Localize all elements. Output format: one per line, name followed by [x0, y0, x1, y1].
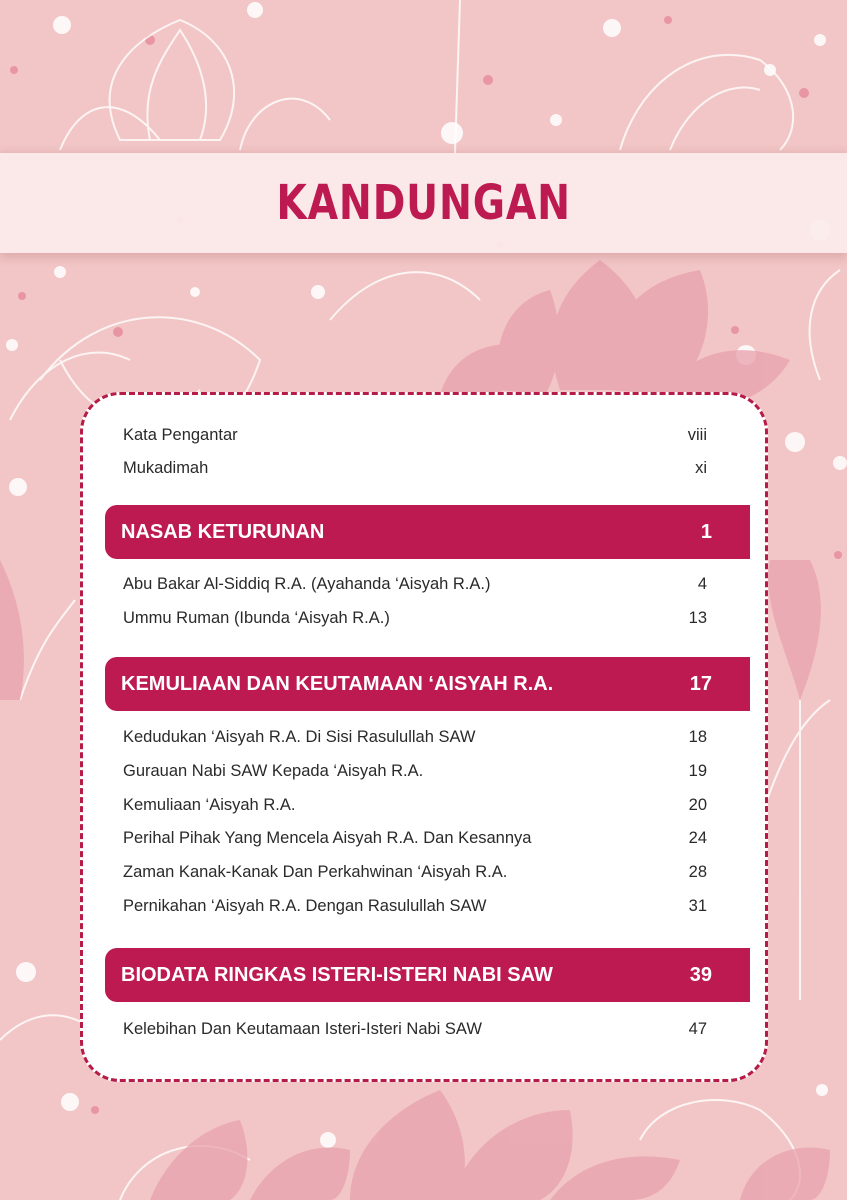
toc-entry-label: Perihal Pihak Yang Mencela Aisyah R.A. Dan Kesannya: [123, 828, 532, 847]
toc-entry[interactable]: [123, 606, 707, 630]
toc-entry-page: 13: [688, 608, 707, 627]
toc-entry-label: Gurauan Nabi SAW Kepada ‘Aisyah R.A.: [123, 761, 424, 780]
section-page: 39: [689, 963, 712, 986]
toc-entry-label: Pernikahan ‘Aisyah R.A. Dengan Rasulullah SAW: [123, 896, 487, 915]
page-title: KANDUNGAN: [276, 175, 571, 231]
toc-entry[interactable]: [123, 894, 707, 918]
section-title: BIODATA RINGKAS ISTERI-ISTERI NABI SAW: [121, 963, 553, 986]
toc-entry[interactable]: [123, 725, 707, 749]
toc-entry[interactable]: [123, 423, 707, 447]
toc-card: [80, 392, 768, 1082]
toc-entry-page: 18: [688, 727, 707, 746]
toc-entry-page: viii: [687, 425, 707, 444]
toc-entry[interactable]: [123, 572, 707, 596]
section-title: KEMULIAAN DAN KEUTAMAAN ‘AISYAH R.A.: [121, 672, 554, 695]
toc-entry-label: Kelebihan Dan Keutamaan Isteri-Isteri Nabi SAW: [123, 1019, 482, 1038]
toc-entry[interactable]: [123, 759, 707, 783]
toc-entry-label: Kemuliaan ‘Aisyah R.A.: [123, 795, 296, 814]
toc-entry-page: 28: [688, 862, 707, 881]
toc-entry-label: Mukadimah: [123, 458, 209, 477]
toc-entry-page: 4: [697, 574, 707, 593]
toc-entry[interactable]: [123, 456, 707, 480]
section-title: NASAB KETURUNAN: [121, 520, 325, 543]
toc-entry-page: 24: [688, 828, 707, 847]
toc-entry-page: 31: [688, 896, 707, 915]
toc-entry[interactable]: [123, 826, 707, 850]
section-header[interactable]: [105, 657, 750, 711]
section-page: 17: [689, 672, 712, 695]
toc-entry-page: 19: [688, 761, 707, 780]
section-header[interactable]: [105, 505, 750, 559]
toc-entry-page: 47: [688, 1019, 707, 1038]
toc-entry[interactable]: [123, 1017, 707, 1041]
section-header[interactable]: [105, 948, 750, 1002]
toc-entry-label: Abu Bakar Al-Siddiq R.A. (Ayahanda ‘Aisyah R.A.): [123, 574, 491, 593]
toc-entry-page: 20: [688, 795, 707, 814]
toc-entry-label: Kata Pengantar: [123, 425, 238, 444]
toc-entry-label: Zaman Kanak-Kanak Dan Perkahwinan ‘Aisyah R.A.: [123, 862, 508, 881]
title-band: [0, 153, 847, 253]
toc-entry-label: Ummu Ruman (Ibunda ‘Aisyah R.A.): [123, 608, 390, 627]
toc-entry-label: Kedudukan ‘Aisyah R.A. Di Sisi Rasulullah SAW: [123, 727, 476, 746]
toc-entry-page: xi: [695, 458, 707, 477]
toc-entry[interactable]: [123, 860, 707, 884]
toc-entry[interactable]: [123, 793, 707, 817]
section-page: 1: [700, 520, 712, 543]
